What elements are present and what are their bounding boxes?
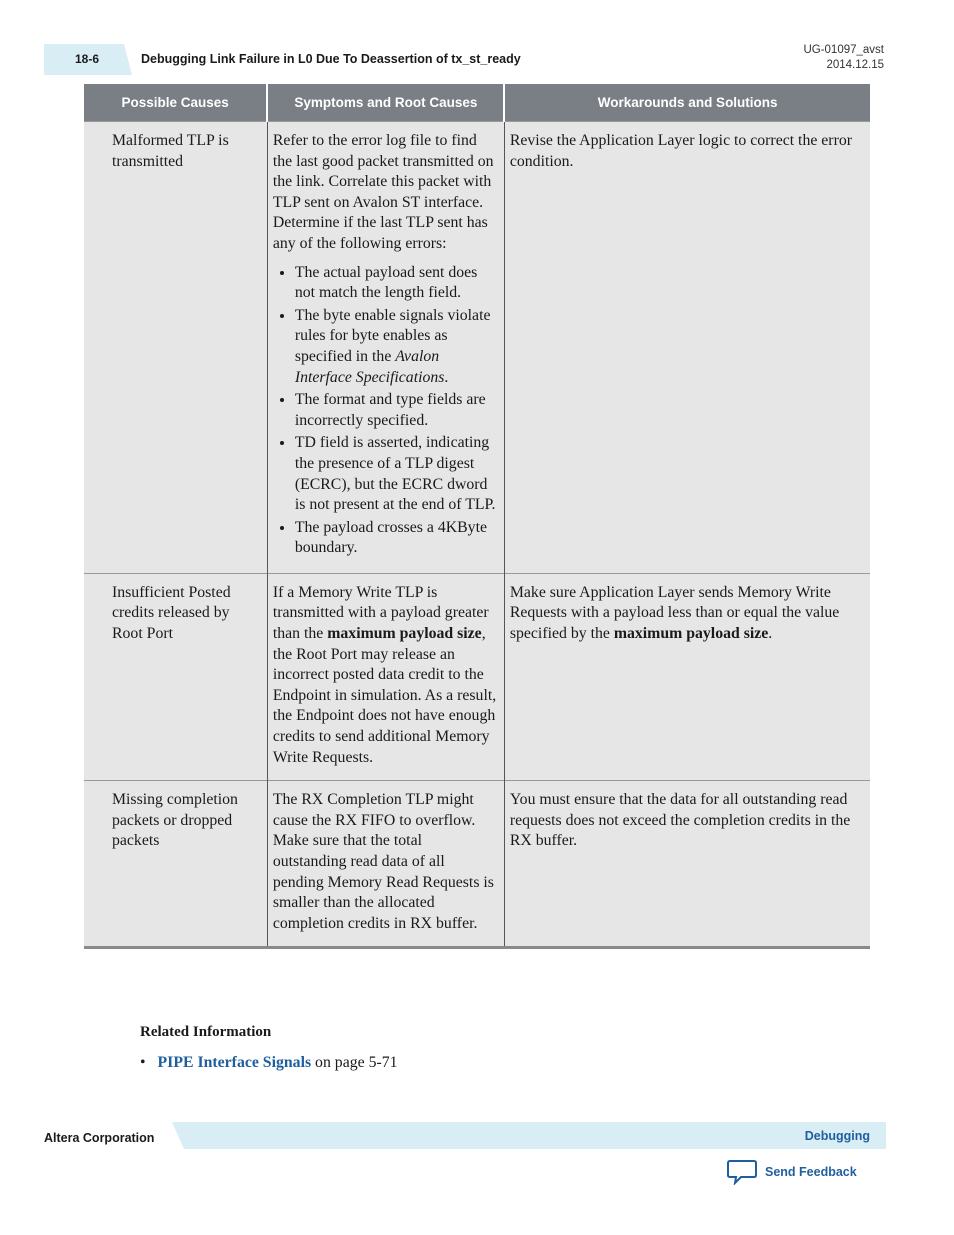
page-header-title: Debugging Link Failure in L0 Due To Deassertion of tx_st_ready [141,52,521,66]
column-header-causes: Possible Causes [84,84,267,122]
cause-cell: Insufficient Posted credits released by Root Port [84,573,267,780]
table-row [84,122,870,574]
list-item: • TD field is asserted, indicating the presence of a TLP digest (ECRC), but the ECRC dword is not present at the end of TLP. [295,433,499,515]
send-feedback-label: Send Feedback [765,1165,857,1179]
list-item [295,306,499,388]
cause-cell: Malformed TLP is transmitted [84,122,267,574]
spec-reference: Avalon Interface Specifications [294,347,445,386]
solution-bold-term: maximum payload size [613,625,769,643]
symptom-cell: The RX Completion TLP might cause the RX FIFO to overflow. Make sure that the total outstanding read data of all pending Memory Read Requests is smaller than the allocated completion credits in RX buffer. [267,781,504,948]
list-item: • The format and type fields are incorrectly specified. [295,390,499,431]
pipe-interface-signals-link[interactable]: PIPE Interface Signals [157,1054,312,1071]
column-header-solutions: Workarounds and Solutions [504,84,870,122]
solution-cell: You must ensure that the data for all outstanding read requests does not exceed the completion credits in the RX buffer. [504,781,870,948]
footer-section-link[interactable]: Debugging [804,1129,870,1143]
document-id: UG-01097_avst [803,44,884,56]
symptom-intro: Refer to the error log file to find the last good packet transmitted on the link. Correlate this packet with TLP sent on Avalon ST interface. Determine if the last TLP sent has any of the following errors: [272,132,494,252]
list-item: • The actual payload sent does not match the length field. [295,263,499,304]
related-information-list [140,1054,398,1072]
column-header-symptoms: Symptoms and Root Causes [267,84,504,122]
cause-cell: Missing completion packets or dropped packets [84,781,267,948]
symptom-cell [267,122,504,574]
solution-text: Make sure Application Layer sends Memory Write Requests with a payload less than or equal the value specified by the [509,583,840,643]
document-id-block [803,43,884,73]
speech-bubble-icon [727,1159,757,1185]
symptom-cell [267,573,504,780]
debug-causes-table [84,84,870,949]
symptom-text: If a Memory Write TLP is transmitted with a payload greater than the [272,583,489,643]
list-item: • The payload crosses a 4KByte boundary. [295,518,499,559]
send-feedback-button[interactable] [727,1159,857,1185]
table-row [84,573,870,780]
solution-cell [504,573,870,780]
symptom-bold-term: maximum payload size [327,625,482,643]
bullet: • [140,1054,146,1071]
table-row [84,781,870,948]
solution-text-end: . [768,625,773,643]
error-list [273,263,499,559]
link-page-reference: on page 5-71 [311,1054,398,1071]
related-information-heading: Related Information [140,1024,272,1040]
document-date: 2014.12.15 [826,59,884,71]
symptom-text-cont: , the Root Port may release an incorrect posted data credit to the Endpoint in simulation. As a result, the Endpoint does not have enough credits to send additional Memory Write Requests. [272,625,497,766]
list-item-end: . [444,368,449,386]
solution-cell: Revise the Application Layer logic to correct the error condition. [504,122,870,574]
list-item-text: The byte enable signals violate rules for byte enables as specified in the [294,306,491,365]
footer-band [172,1122,886,1149]
page-number: 18-6 [75,52,100,66]
footer-company: Altera Corporation [44,1131,155,1145]
table-header-row [84,84,870,122]
